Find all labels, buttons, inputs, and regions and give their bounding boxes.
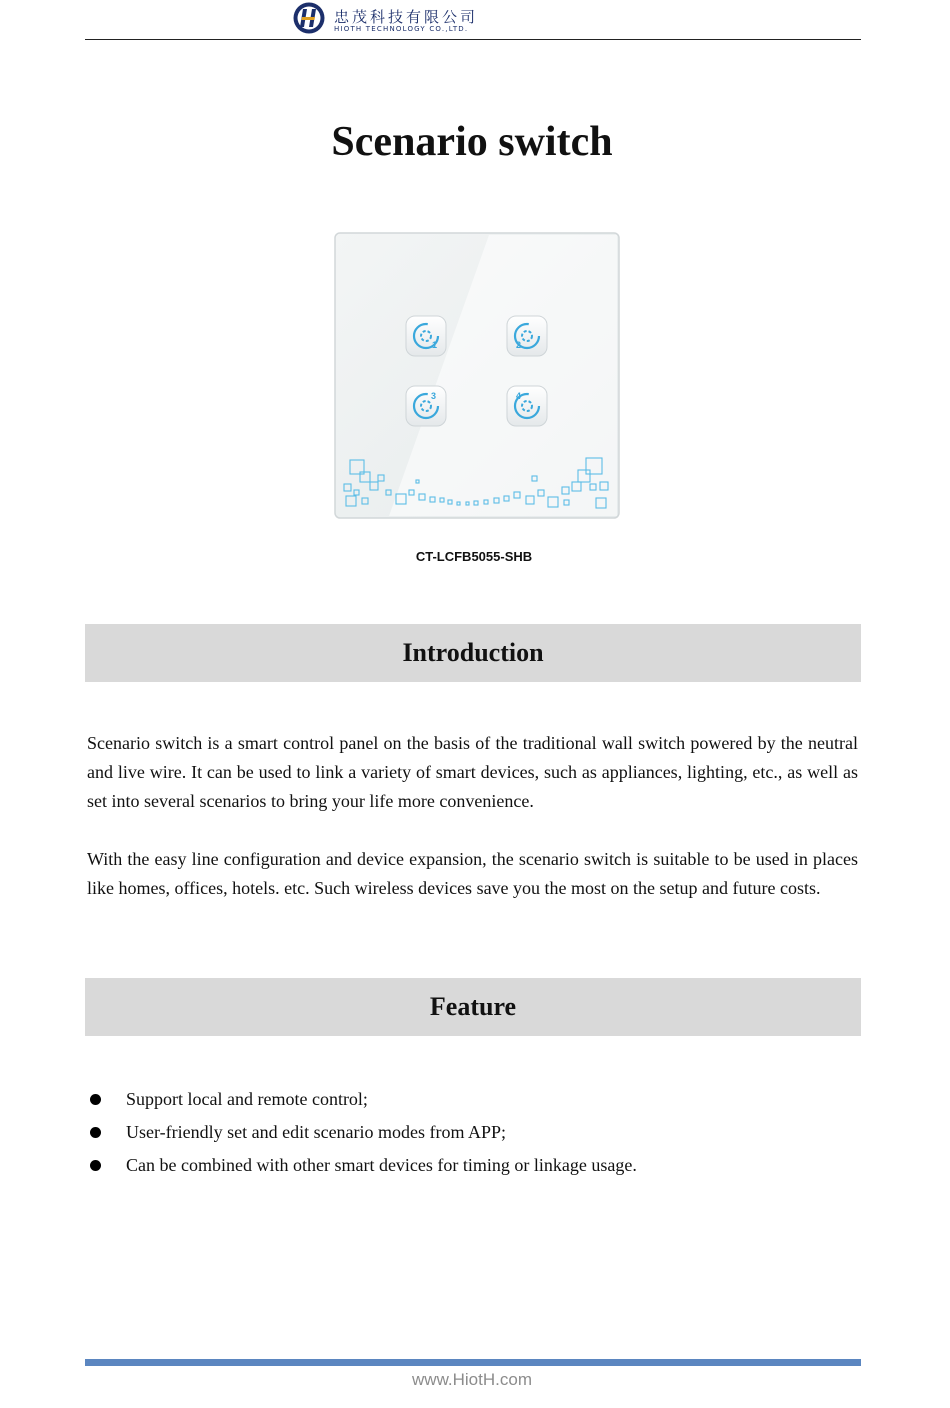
footer-bar — [85, 1359, 861, 1366]
company-name-en: HIOTH TECHNOLOGY CO.,LTD. — [334, 25, 469, 33]
feature-list — [87, 1083, 858, 1182]
feature-heading: Feature — [429, 992, 517, 1021]
button-number-2: 2 — [516, 340, 522, 350]
scene-button-2 — [507, 316, 547, 356]
introduction-heading: Introduction — [402, 638, 544, 667]
feature-item — [87, 1083, 858, 1116]
button-number-1: 1 — [432, 340, 438, 350]
feature-header — [85, 978, 861, 1036]
footer-url[interactable]: www.HiotH.com — [412, 1370, 532, 1389]
product-image — [334, 232, 620, 519]
page-title: Scenario switch — [331, 119, 613, 165]
feature-item — [87, 1116, 858, 1149]
scene-button-4 — [507, 386, 547, 426]
bullet-icon — [90, 1127, 101, 1138]
introduction-header — [85, 624, 861, 682]
feature-text: Support local and remote control; — [126, 1089, 368, 1109]
intro-paragraph-1: Scenario switch is a smart control panel on the basis of the traditional wall switch powered by the neutral and live wire. It can be used to link a variety of smart devices, such as appliances, lighting, etc., as well as set into several scenarios to bring your life more convenience. — [87, 733, 858, 811]
intro-paragraph-2: With the easy line configuration and device expansion, the scenario switch is suitable to be used in places like homes, offices, hotels. etc. Such wireless devices save you the most on the setup and future costs. — [87, 849, 858, 898]
model-number: CT-LCFB5055-SHB — [415, 549, 533, 564]
feature-text: Can be combined with other smart devices for timing or linkage usage. — [126, 1155, 637, 1175]
scene-button-1 — [406, 316, 446, 356]
feature-text: User-friendly set and edit scenario modes from APP; — [126, 1122, 507, 1142]
bullet-icon — [90, 1094, 101, 1105]
button-number-4: 4 — [516, 391, 522, 401]
button-number-3: 3 — [431, 391, 437, 401]
company-name-cn: 忠茂科技有限公司 — [334, 8, 479, 26]
hioth-logo-icon — [292, 1, 326, 35]
scene-button-3 — [406, 386, 446, 426]
header-divider — [85, 39, 861, 40]
feature-item — [87, 1149, 858, 1182]
bullet-icon — [90, 1160, 101, 1171]
